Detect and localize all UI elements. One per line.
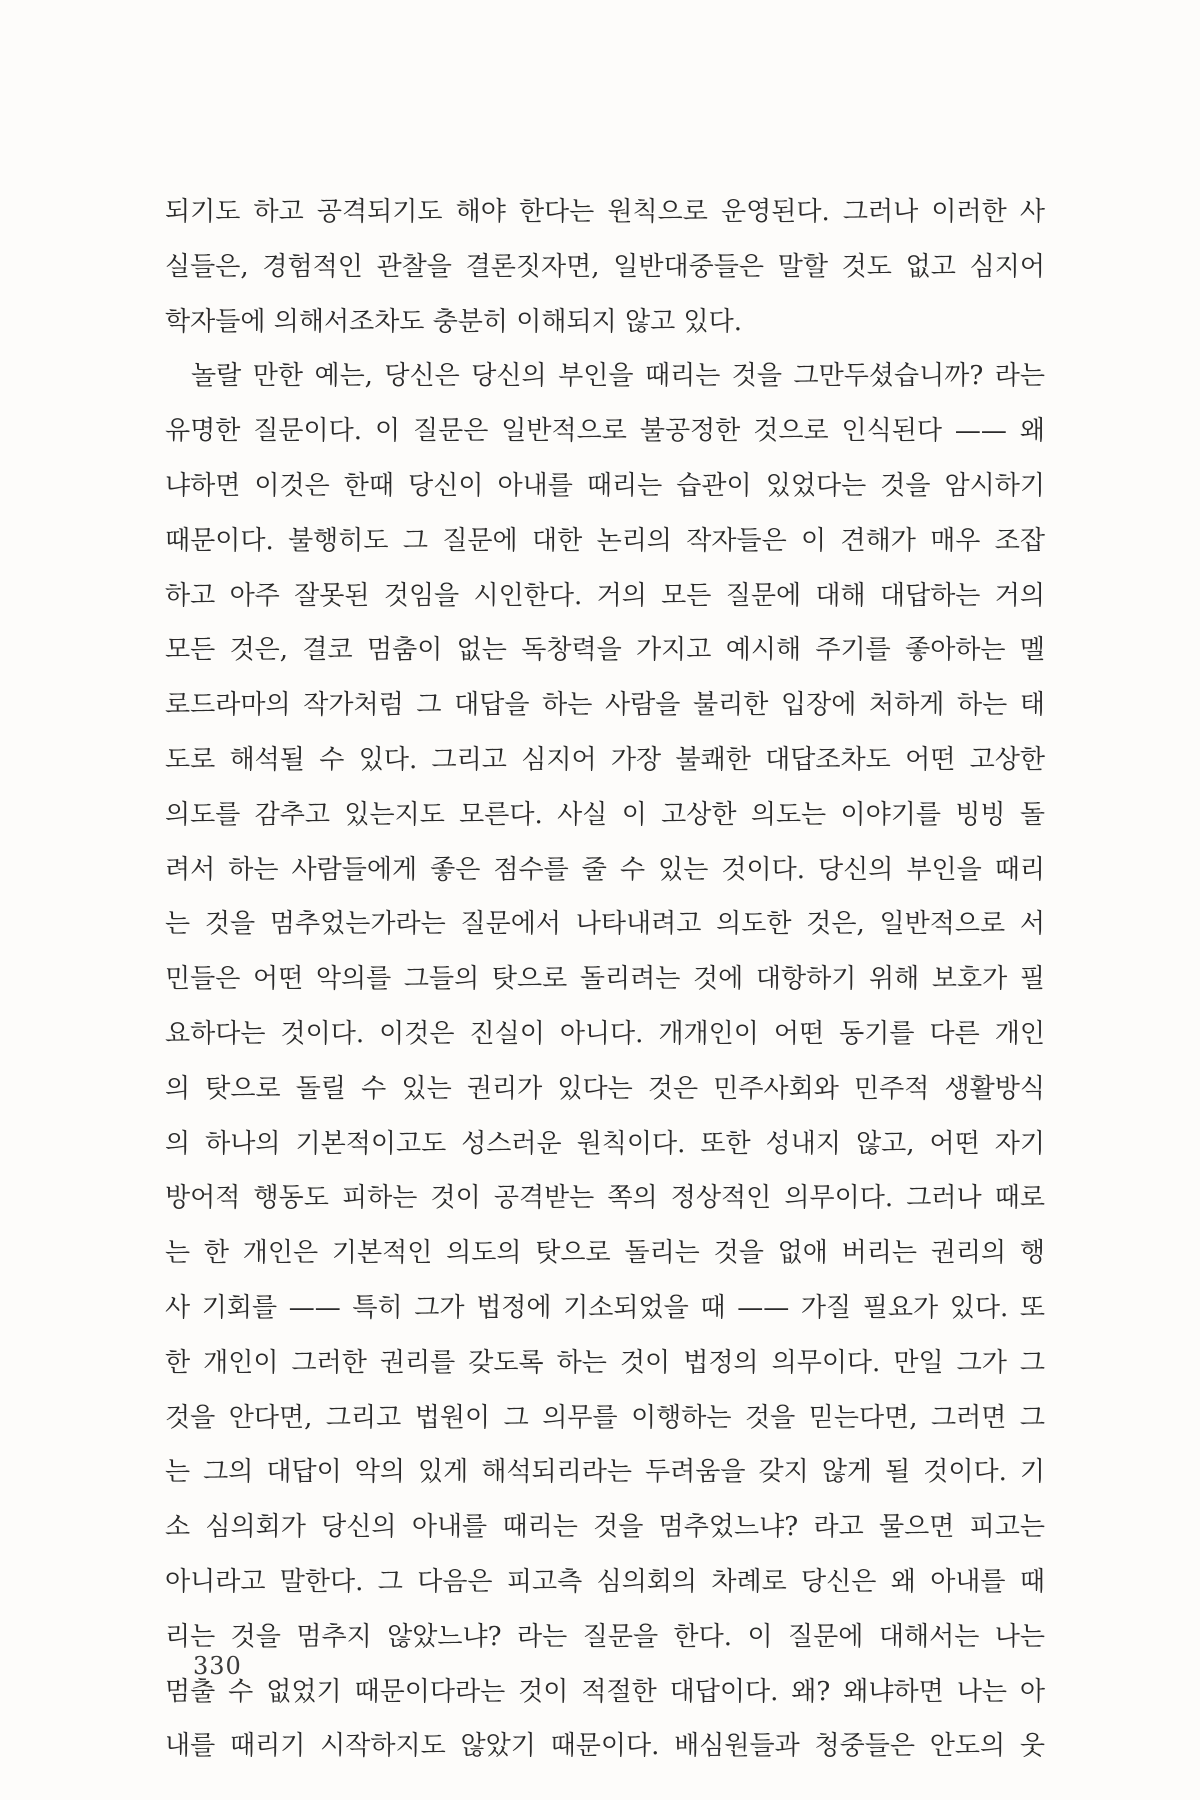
text-line: 냐하면 이것은 한때 당신이 아내를 때리는 습관이 있었다는 것을 암시하기 (165, 470, 1045, 501)
text-line: 방어적 행동도 피하는 것이 공격받는 쪽의 정상적인 의무이다. 그러나 때로 (165, 1183, 1045, 1214)
text-line: 는 그의 대답이 악의 있게 해석되리라는 두려움을 갖지 않게 될 것이다. 기 (165, 1457, 1045, 1488)
text-line: 되기도 하고 공격되기도 해야 한다는 원칙으로 운영된다. 그러나 이러한 사 (165, 197, 1045, 227)
text-line: 모든 것은, 결코 멈춤이 없는 독창력을 가지고 예시해 주기를 좋아하는 멜 (165, 635, 1045, 666)
text-line: 실들은, 경험적인 관찰을 결론짓자면, 일반대중들은 말할 것도 없고 심지어 (165, 251, 1045, 282)
text-line: 의도를 감추고 있는지도 모른다. 사실 이 고상한 의도는 이야기를 빙빙 돌 (165, 799, 1045, 830)
text-line: 는 것을 멈추었는가라는 질문에서 나타내려고 의도한 것은, 일반적으로 서 (165, 909, 1045, 940)
text-line: 아니라고 말한다. 그 다음은 피고측 심의회의 차례로 당신은 왜 아내를 때 (165, 1566, 1045, 1597)
body-text (165, 185, 1045, 1774)
text-line: 놀랄 만한 예는, 당신은 당신의 부인을 때리는 것을 그만두셨습니까? 라는 (191, 361, 1045, 392)
text-line: 것을 안다면, 그리고 법원이 그 의무를 이행하는 것을 믿는다면, 그러면 그 (165, 1402, 1045, 1433)
text-line: 학자들에 의해서조차도 충분히 이해되지 않고 있다. (165, 306, 743, 337)
text-line: 때문이다. 불행히도 그 질문에 대한 논리의 작자들은 이 견해가 매우 조잡 (165, 525, 1045, 556)
text-line: 요하다는 것이다. 이것은 진실이 아니다. 개개인이 어떤 동기를 다른 개인 (165, 1018, 1045, 1049)
text-line: 로드라마의 작가처럼 그 대답을 하는 사람을 불리한 입장에 처하게 하는 태 (165, 690, 1045, 721)
text-line: 려서 하는 사람들에게 좋은 점수를 줄 수 있는 것이다. 당신의 부인을 때리 (165, 854, 1045, 885)
text-line: 도로 해석될 수 있다. 그리고 심지어 가장 불쾌한 대답조차도 어떤 고상한 (165, 744, 1045, 775)
text-line: 민들은 어떤 악의를 그들의 탓으로 돌리려는 것에 대항하기 위해 보호가 필 (165, 964, 1045, 995)
page-number: 330 (193, 1652, 242, 1680)
text-line: 는 한 개인은 기본적인 의도의 탓으로 돌리는 것을 없애 버리는 권리의 행 (165, 1238, 1045, 1269)
text-line: 멈출 수 없었기 때문이다라는 것이 적절한 대답이다. 왜? 왜냐하면 나는 아 (165, 1676, 1045, 1707)
text-line: 유명한 질문이다. 이 질문은 일반적으로 불공정한 것으로 인식된다 —— 왜 (165, 416, 1045, 447)
text-line: 의 탓으로 돌릴 수 있는 권리가 있다는 것은 민주사회와 민주적 생활방식 (165, 1073, 1045, 1104)
text-line: 사 기회를 —— 특히 그가 법정에 기소되었을 때 —— 가질 필요가 있다. 또 (165, 1292, 1045, 1323)
text-line: 하고 아주 잘못된 것임을 시인한다. 거의 모든 질문에 대해 대답하는 거의 (165, 580, 1045, 611)
text-line: 내를 때리기 시작하지도 않았기 때문이다. 배심원들과 청중들은 안도의 웃 (165, 1731, 1045, 1762)
text-line: 의 하나의 기본적이고도 성스러운 원칙이다. 또한 성내지 않고, 어떤 자기 (165, 1128, 1045, 1159)
text-line: 소 심의회가 당신의 아내를 때리는 것을 멈추었느냐? 라고 물으면 피고는 (165, 1512, 1045, 1543)
text-line: 한 개인이 그러한 권리를 갖도록 하는 것이 법정의 의무이다. 만일 그가 그 (165, 1347, 1045, 1378)
text-line: 리는 것을 멈추지 않았느냐? 라는 질문을 한다. 이 질문에 대해서는 나는 (165, 1621, 1045, 1652)
